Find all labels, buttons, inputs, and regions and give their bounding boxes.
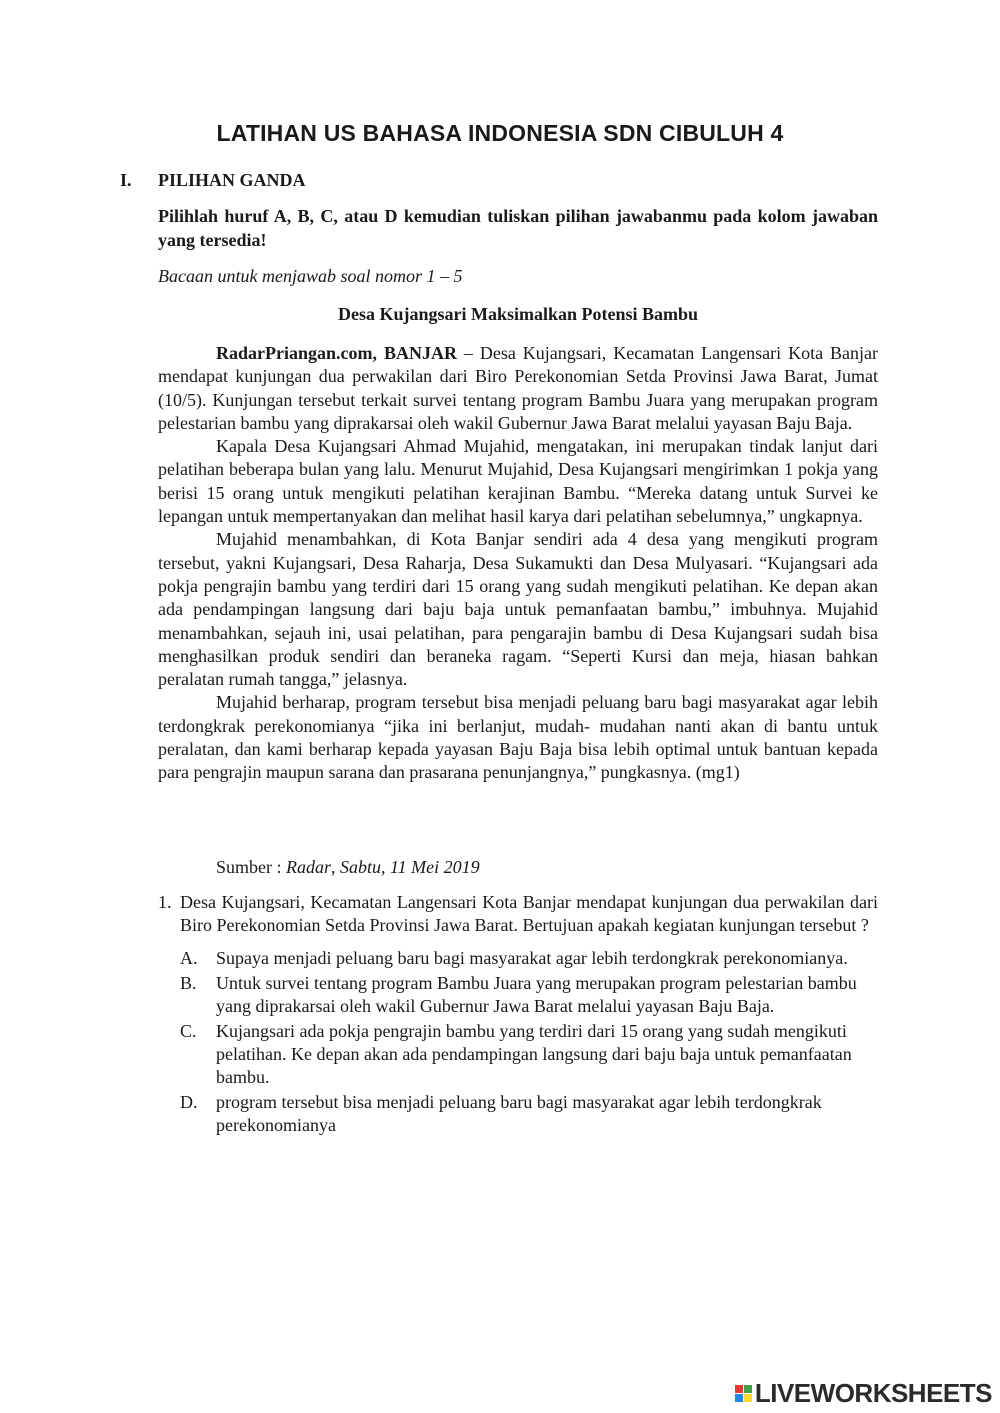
- source-label: Sumber :: [216, 857, 286, 877]
- logo-square-red: [735, 1385, 743, 1393]
- article-paragraph-text: – Desa Kujangsari, Kecamatan Langensari Kota Banjar mendapat kunjungan dua perwakilan dari Biro Perekonomian Setda Provinsi Jawa Barat, Jumat (10/5). Kunjungan tersebut terkait survei tentang program Bambu Juara yang merupakan program pelestarian bambu yang diprakarsai oleh wakil Gubernur Jawa Barat melalui yayasan Baju Baja.: [158, 343, 878, 433]
- article-paragraph: Mujahid menambahkan, di Kota Banjar sendiri ada 4 desa yang mengikuti program tersebut, yakni Kujangsari, Desa Raharja, Desa Sukamukti dan Desa Mulyasari. “Kujangsari ada pokja pengrajin bambu yang terdiri dari 15 orang yang sudah mengikuti pelatihan. Ke depan akan ada pendampingan langsung dari baju baja untuk pemanfaatan bambu,” imbuhnya. Mujahid menambahkan, sejauh ini, usai pelatihan, para pengarajin bambu di Desa Kujangsari sudah bisa menghasilkan produk sendiri dan beraneka ragam. “Seperti Kursi dan meja, hiasan bahkan peralatan rumah tangga,” jelasnya.: [158, 529, 878, 690]
- option-d[interactable]: [180, 1091, 878, 1137]
- question-text: Desa Kujangsari, Kecamatan Langensari Kota Banjar mendapat kunjungan dua perwakilan dari Biro Perekonomian Setda Provinsi Jawa Barat. Bertujuan apakah kegiatan kunjungan tersebut ?: [180, 892, 878, 935]
- article-paragraph: Mujahid berharap, program tersebut bisa menjadi peluang baru bagi masyarakat agar lebih terdongkrak perekonomianya “jika ini berlanjut, mudah- mudahan nanti akan di bantu untuk peralatan, dan kami berharap kepada yayasan Baju Baja bisa lebih optimal untuk bantuan kepada para pengrajin maupun sarana dan prasarana penunjangnya,” pungkasnya. (mg1): [158, 692, 878, 783]
- option-text: program tersebut bisa menjadi peluang baru bagi masyarakat agar lebih terdongkrak perekonomianya: [216, 1092, 822, 1135]
- option-text: Untuk survei tentang program Bambu Juara yang merupakan program pelestarian bambu yang diprakarsai oleh wakil Gubernur Jawa Barat melalui yayasan Baju Baja.: [216, 973, 857, 1016]
- article-source: [216, 857, 480, 878]
- option-c[interactable]: [180, 1020, 878, 1089]
- answer-options: [180, 947, 878, 1137]
- option-letter: C.: [180, 1021, 197, 1041]
- option-b[interactable]: [180, 972, 878, 1018]
- option-letter: D.: [180, 1092, 198, 1112]
- section-number: I.: [120, 170, 132, 190]
- liveworksheets-logo-icon: [735, 1385, 752, 1402]
- page-title: LATIHAN US BAHASA INDONESIA SDN CIBULUH 4: [216, 120, 784, 146]
- section-title: PILIHAN GANDA: [158, 170, 306, 190]
- liveworksheets-logo: [735, 1378, 992, 1409]
- logo-text: LIVEWORKSHEETS: [754, 1378, 992, 1408]
- option-letter: B.: [180, 973, 197, 993]
- option-a[interactable]: [180, 947, 878, 970]
- source-date: Sabtu, 11 Mei 2019: [340, 857, 480, 877]
- question-1: [158, 891, 878, 1139]
- section-heading: [120, 170, 306, 191]
- option-text: Kujangsari ada pokja pengrajin bambu yang terdiri dari 15 orang yang sudah mengikuti pelatihan. Ke depan akan ada pendampingan langsung dari baju baja untuk pemanfaatan bambu.: [216, 1021, 852, 1087]
- source-separator: ,: [331, 857, 340, 877]
- article-paragraph: [158, 342, 878, 435]
- question-number: 1.: [158, 892, 172, 912]
- logo-square-yellow: [744, 1394, 752, 1402]
- reading-note: Bacaan untuk menjawab soal nomor 1 – 5: [158, 266, 463, 286]
- source-publication: Radar: [286, 857, 331, 877]
- option-text: Supaya menjadi peluang baru bagi masyarakat agar lebih terdongkrak perekonomianya.: [216, 948, 848, 968]
- option-letter: A.: [180, 948, 198, 968]
- article-body: [158, 342, 878, 785]
- instruction-text: Pilihlah huruf A, B, C, atau D kemudian tuliskan pilihan jawabanmu pada kolom jawaban yang tersedia!: [158, 206, 878, 250]
- article-paragraph: Kapala Desa Kujangsari Ahmad Mujahid, mengatakan, ini merupakan tindak lanjut dari pelatihan beberapa bulan yang lalu. Menurut Mujahid, Desa Kujangsari mengirimkan 1 pokja yang berisi 15 orang untuk mengikuti pelatihan kerajinan Bambu. “Mereka datang untuk Survei ke lepangan untuk mempertanyakan dan melihat hasil karya dari pelatihan sebelumnya,” ungkapnya.: [158, 436, 878, 527]
- logo-square-green: [744, 1385, 752, 1393]
- logo-square-blue: [735, 1394, 743, 1402]
- question-stem: [158, 891, 878, 937]
- article-lead: RadarPriangan.com, BANJAR: [216, 343, 457, 363]
- article-title: Desa Kujangsari Maksimalkan Potensi Bambu: [337, 304, 699, 324]
